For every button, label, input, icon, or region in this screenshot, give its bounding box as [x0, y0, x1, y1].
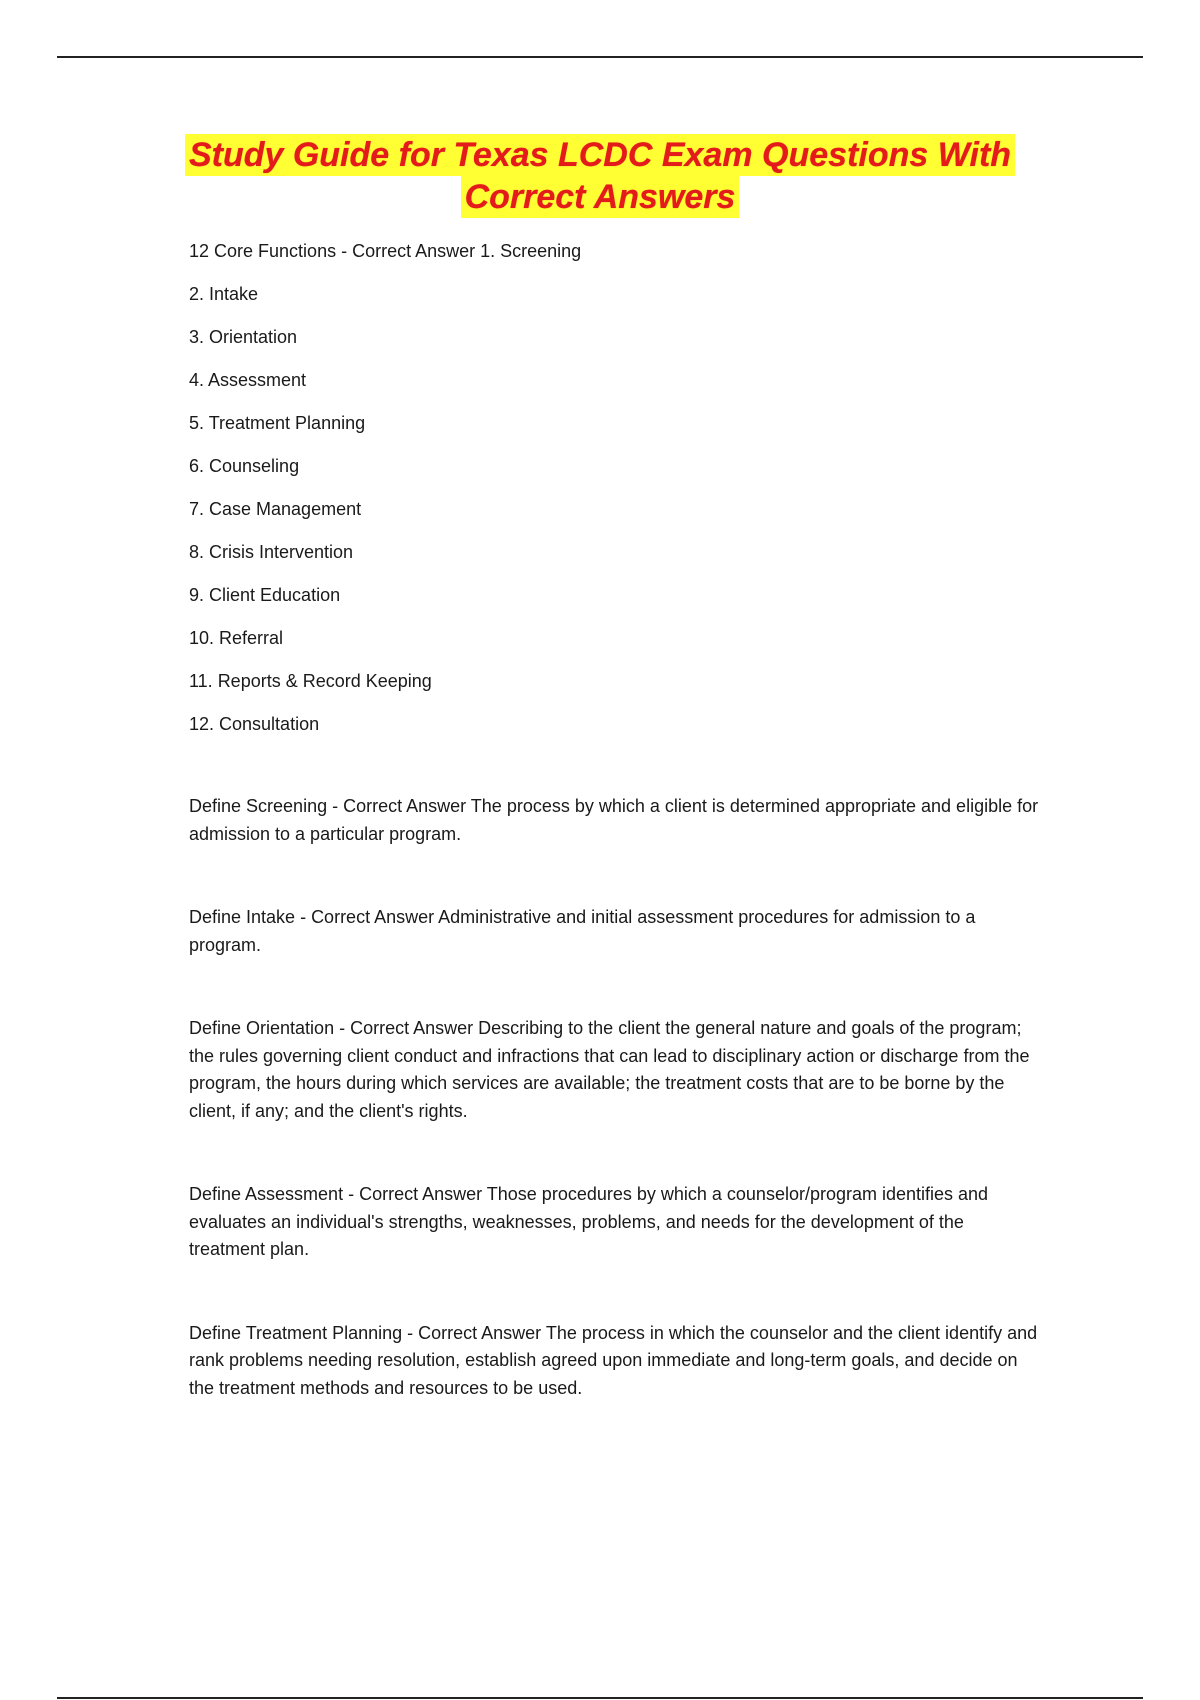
list-item: 7. Case Management: [189, 499, 362, 519]
list-item: 6. Counseling: [189, 456, 300, 476]
list-item: 2. Intake: [189, 284, 259, 304]
list-item: 9. Client Education: [189, 585, 341, 605]
list-item: 4. Assessment: [189, 370, 307, 390]
list-item: 10. Referral: [189, 628, 284, 648]
definition-intake: Define Intake - Correct Answer Administrative and initial assessment procedures for admission to a program.: [189, 907, 976, 955]
definition-assessment: Define Assessment - Correct Answer Those procedures by which a counselor/program identifies and evaluates an individual's strengths, weaknesses, problems, and needs for the development of the treatment plan.: [189, 1184, 989, 1259]
list-item: 12 Core Functions - Correct Answer 1. Screening: [189, 241, 582, 261]
bottom-divider: [57, 1697, 1143, 1699]
list-item: 8. Crisis Intervention: [189, 542, 354, 562]
document-body: [189, 237, 1039, 1458]
definition-screening: Define Screening - Correct Answer The process by which a client is determined appropriate and eligible for admission to a particular program.: [189, 796, 1039, 844]
document-title: [150, 134, 1050, 218]
title-line-2: Correct Answers: [461, 176, 740, 218]
core-functions-list: [189, 237, 1039, 753]
list-item: 5. Treatment Planning: [189, 413, 366, 433]
definition-treatment-planning: Define Treatment Planning - Correct Answer The process in which the counselor and the client identify and rank problems needing resolution, establish agreed upon immediate and long-term goals, and decide on the treatment methods and resources to be used.: [189, 1322, 1038, 1398]
definition-orientation: Define Orientation - Correct Answer Describing to the client the general nature and goals of the program; the rules governing client conduct and infractions that can lead to disciplinary action or discharge from the program, the hours during which services are available; the treatment costs that are to be borne by the client, if any; and the client's rights.: [189, 1018, 1030, 1121]
top-divider: [57, 56, 1143, 58]
definitions-section: [189, 793, 1039, 1402]
list-item: 12. Consultation: [189, 714, 320, 734]
list-item: 3. Orientation: [189, 327, 298, 347]
title-line-1: Study Guide for Texas LCDC Exam Questions With: [185, 134, 1015, 176]
list-item: 11. Reports & Record Keeping: [189, 671, 432, 691]
